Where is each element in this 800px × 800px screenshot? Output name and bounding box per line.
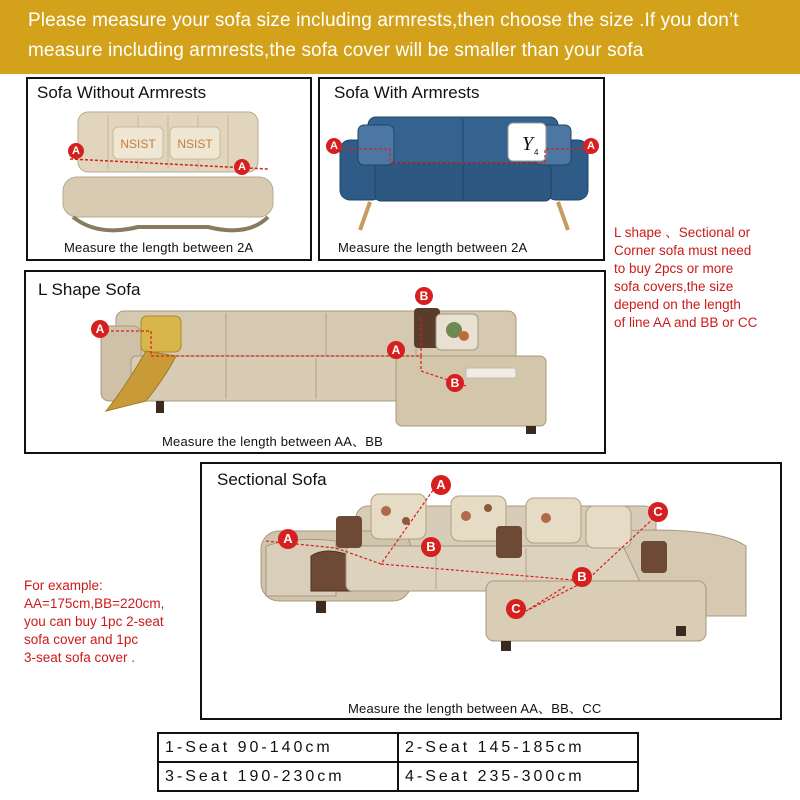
l-shape-note: L shape 、Sectional or Corner sofa must need to buy 2pcs or more sofa covers,the size depend on the length of line AA and BB or CC (614, 225, 758, 330)
size-cell: 1-Seat 90-140cm (158, 733, 398, 762)
table-row (158, 762, 638, 791)
panel-title: L Shape Sofa (38, 280, 141, 299)
sectional-sofa-image (256, 486, 752, 666)
armless-sofa-image (58, 107, 288, 247)
size-table (157, 732, 639, 792)
armrest-sofa-image (330, 105, 598, 235)
instruction-banner (0, 0, 800, 74)
marker-a-top: A (431, 475, 451, 495)
panel-title: Sofa Without Armrests (37, 83, 207, 102)
panel-l-shape-sofa (24, 270, 606, 454)
marker-a-left: A (326, 138, 342, 154)
banner-line-1: Please measure your sofa size including armrests,then choose the size .If you don’t (28, 10, 739, 31)
marker-b-bottom: B (446, 374, 464, 392)
marker-c-top: C (648, 502, 668, 522)
pillow-sub: 4 (534, 148, 539, 157)
marker-a-left: A (68, 143, 84, 159)
panel-title: Sofa With Armrests (334, 83, 480, 102)
panel-caption: Measure the length between AA、BB、CC (348, 701, 602, 716)
marker-a-left: A (91, 320, 109, 338)
l-shape-sofa-image (86, 286, 556, 436)
example-note: For example: AA=175cm,BB=220cm, you can buy 1pc 2-seat sofa cover and 1pc 3-seat sofa cover . (24, 578, 165, 665)
panel-caption: Measure the length between AA、BB (162, 434, 384, 449)
panel-title: Sectional Sofa (217, 470, 327, 489)
table-row (158, 733, 638, 762)
panel-sofa-without-armrests (26, 77, 312, 261)
panel-caption: Measure the length between 2A (64, 240, 254, 255)
panel-caption: Measure the length between 2A (338, 240, 528, 255)
marker-b-left: B (421, 537, 441, 557)
marker-b-top: B (415, 287, 433, 305)
marker-a-right: A (234, 159, 250, 175)
size-cell: 4-Seat 235-300cm (398, 762, 638, 791)
marker-c-bottom: C (506, 599, 526, 619)
panel-sectional-sofa (200, 462, 782, 720)
marker-a-right: A (387, 341, 405, 359)
marker-b-right: B (572, 567, 592, 587)
size-cell: 2-Seat 145-185cm (398, 733, 638, 762)
size-cell: 3-Seat 190-230cm (158, 762, 398, 791)
marker-a-left: A (278, 529, 298, 549)
banner-line-2: measure including armrests,the sofa cover will be smaller than your sofa (28, 40, 644, 61)
panel-sofa-with-armrests (318, 77, 605, 261)
pillow-text: NSIST (120, 137, 156, 151)
marker-a-right: A (583, 138, 599, 154)
pillow-letter: Y (522, 133, 534, 155)
pillow-text: NSIST (177, 137, 213, 151)
